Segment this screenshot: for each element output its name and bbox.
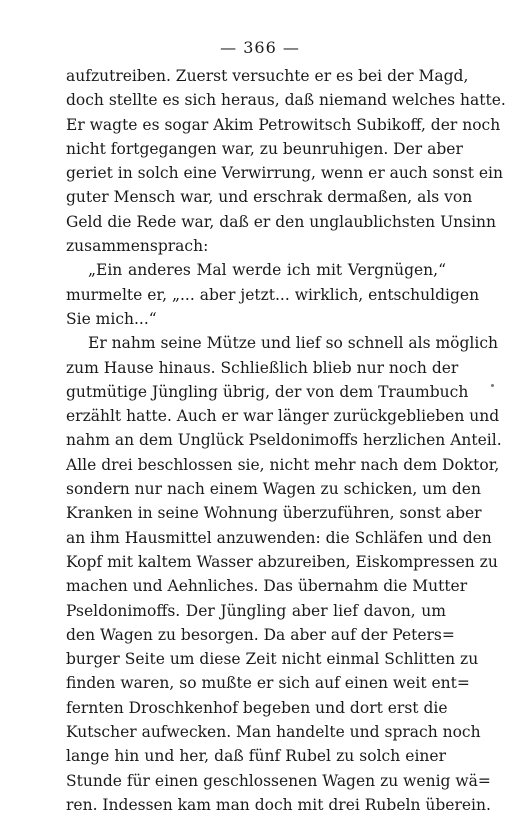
text-line: murmelte er, „... aber jetzt... wirklich, entschuldigen [66,285,480,304]
text-line: finden waren, so mußte er sich auf einen weit ent= [66,674,470,693]
text-line: Sie mich...“ [66,309,157,328]
text-line: zusammensprach: [66,237,209,256]
text-line: ren. Indessen kam man doch mit drei Rubeln überein. [66,795,491,814]
text-line: Kutscher aufwecken. Man handelte und sprach noch [66,723,481,742]
body-text [66,64,506,817]
text-line: Kopf mit kaltem Wasser abzureiben, Eiskompressen zu [66,552,498,571]
text-line: machen und Aehnliches. Das übernahm die Mutter [66,577,468,596]
text-line: „Ein anderes Mal werde ich mit Vergnügen,“ [88,261,446,280]
text-line: burger Seite um diese Zeit nicht einmal Schlitten zu [66,650,479,669]
text-line: lange hin und her, daß fünf Rubel zu solch einer [66,747,446,766]
text-line: Er wagte es sogar Akim Petrowitsch Subikoff, der noch [66,115,501,134]
text-line: Geld die Rede war, daß er den unglaublichsten Unsinn [66,212,496,231]
text-line: nicht fortgegangen war, zu beunruhigen. Der aber [66,139,463,158]
text-line: Er nahm seine Mütze und lief so schnell als möglich [88,334,499,353]
text-line: fernten Droschkenhof begeben und dort erst die [66,698,448,717]
text-line: zum Hause hinaus. Schließlich blieb nur noch der [66,358,459,377]
page-edge-speck [491,384,494,387]
text-line: geriet in solch eine Verwirrung, wenn er auch sonst ein [66,164,503,183]
text-line: gutmütige Jüngling übrig, der von dem Traumbuch [66,382,469,401]
text-line: Alle drei beschlossen sie, nicht mehr nach dem Doktor, [66,455,500,474]
text-line: guter Mensch war, und erschrak dermaßen, als von [66,188,473,207]
text-line: nahm an dem Unglück Pseldonimoffs herzlichen Anteil. [66,431,502,450]
text-line: Pseldonimoffs. Der Jüngling aber lief davon, um [66,601,446,620]
text-line: sondern nur nach einem Wagen zu schicken, um den [66,480,481,499]
text-line: an ihm Hausmittel anzuwenden: die Schläfen und den [66,528,492,547]
text-line: doch stellte es sich heraus, daß niemand welches hatte. [66,91,506,110]
text-line: aufzutreiben. Zuerst versuchte er es bei der Magd, [66,67,469,85]
text-line: Kranken in seine Wohnung überzuführen, sonst aber [66,504,482,523]
text-line: erzählt hatte. Auch er war länger zurückgeblieben und [66,407,500,426]
text-line: Stunde für einen geschlossenen Wagen zu wenig wä= [66,771,491,790]
page-number: — 366 — [220,38,300,57]
text-line: den Wagen zu besorgen. Da aber auf der Peters= [66,625,455,644]
